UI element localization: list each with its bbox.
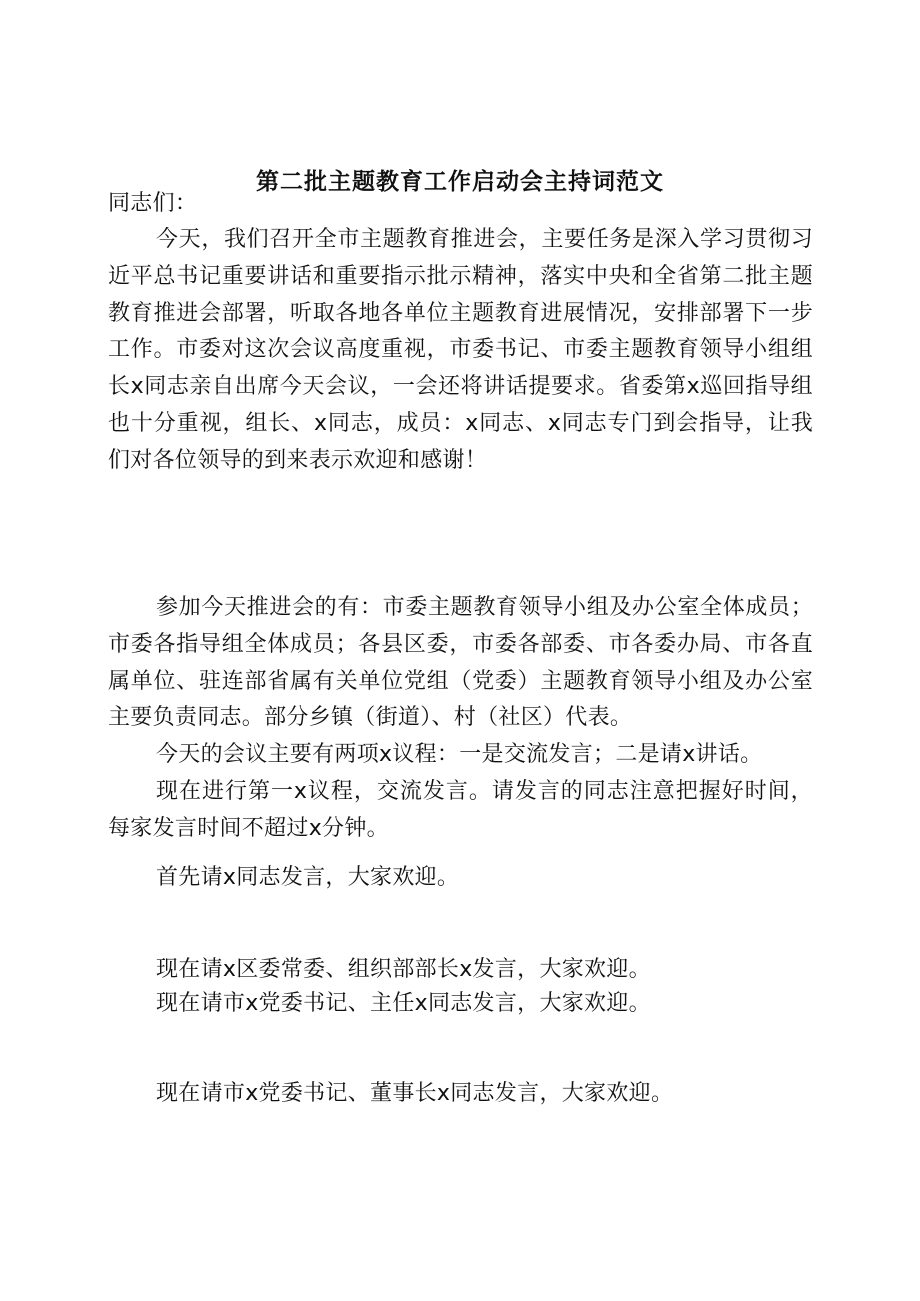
- line-speaker-district: 现在请x区委常委、组织部部长x发言，大家欢迎。: [156, 957, 651, 982]
- paragraph-agenda: 今天的会议主要有两项x议程：一是交流发言；二是请x讲话。: [156, 742, 763, 767]
- paragraph-first-speaker: 首先请x同志发言，大家欢迎。: [156, 865, 460, 890]
- line-speaker-chairman: 现在请市x党委书记、董事长x同志发言，大家欢迎。: [156, 1081, 674, 1106]
- document-title: 第二批主题教育工作启动会主持词范文: [256, 169, 664, 195]
- paragraph-first-item: 现在进行第一x议程，交流发言。请发言的同志注意把握好时间，每家发言时间不超过x分钟。: [108, 779, 813, 841]
- salutation: 同志们：: [108, 191, 198, 216]
- paragraph-attendees: 参加今天推进会的有：市委主题教育领导小组及办公室全体成员；市委各指导组全体成员；各县区委，市委各部委、市各委办局、市各直属单位、驻连部省属有关单位党组（党委）主题教育领导小组及办公室主要负责同志。部分乡镇（街道）、村（社区）代表。: [108, 595, 813, 731]
- paragraph-opening: 今天，我们召开全市主题教育推进会，主要任务是深入学习贯彻习近平总书记重要讲话和重要指示批示精神，落实中央和全省第二批主题教育推进会部署，听取各地各单位主题教育进展情况，安排部署下一步工作。市委对这次会议高度重视，市委书记、市委主题教育领导小组组长x同志亲自出席今天会议，一会还将讲话提要求。省委第x巡回指导组也十分重视，组长、x同志，成员：x同志、x同志专门到会指导，让我们对各位领导的到来表示欢迎和感谢！: [108, 227, 813, 473]
- line-speaker-director: 现在请市x党委书记、主任x同志发言，大家欢迎。: [156, 991, 651, 1016]
